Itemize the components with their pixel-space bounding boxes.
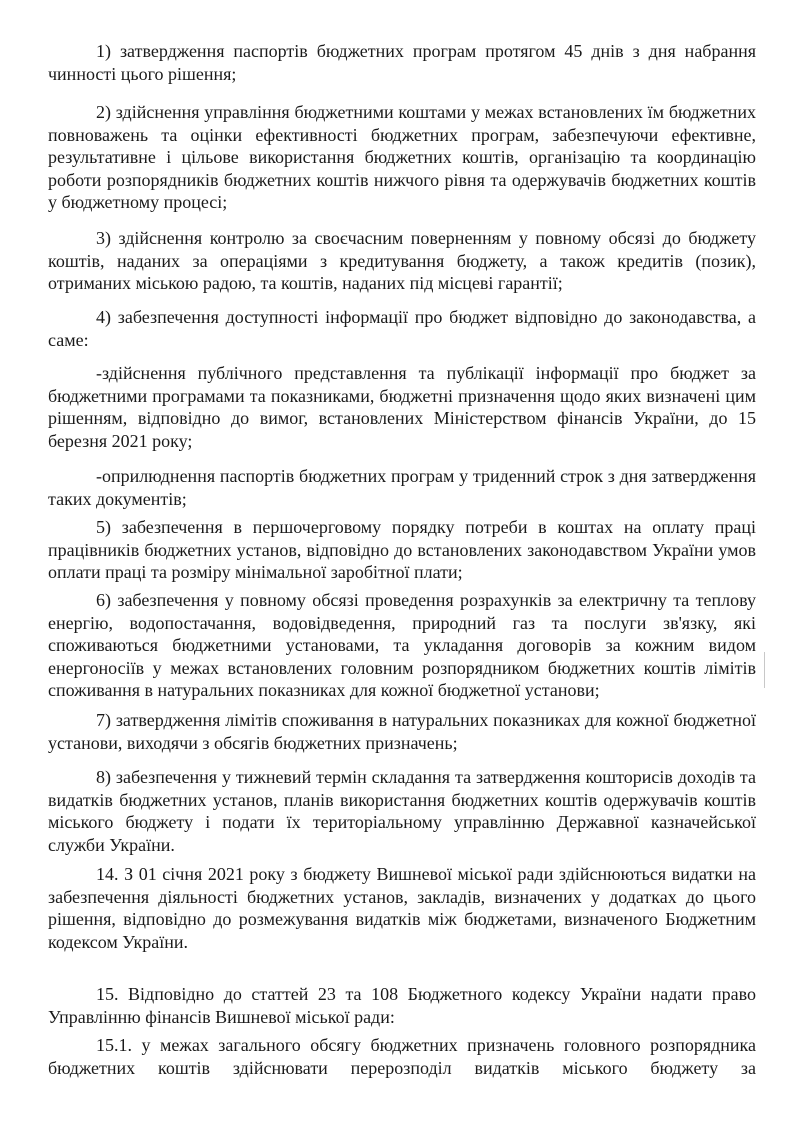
paragraph-section-15: 15. Відповідно до статтей 23 та 108 Бюджетного кодексу України надати право Управлінню фінансів Вишневої міської ради: [48,984,756,1027]
paragraph-item-7: 7) затвердження лімітів споживання в натуральних показниках для кожної бюджетної установи, виходячи з обсягів бюджетних призначень; [48,710,756,753]
scan-artifact-line [764,652,765,688]
paragraph-item-5: 5) забезпечення в першочерговому порядку потреби в коштах на оплату праці працівників бюджетних установ, відповідно до встановлених законодавством України умов оплати праці та розміру мінімальної заробітної плати; [48,517,756,582]
paragraph-item-8: 8) забезпечення у тижневий термін складання та затвердження кошторисів доходів та видатків бюджетних установ, планів використання бюджетних коштів одержувачів коштів міського бюджету і подати їх територіальному управлінню Державної казначейської служби України. [48,767,756,855]
paragraph-item-4: 4) забезпечення доступності інформації про бюджет відповідно до законодавства, а саме: [48,307,756,350]
paragraph-item-6: 6) забезпечення у повному обсязі проведення розрахунків за електричну та теплову енергію, водопостачання, водовідведення, природний газ та послуги зв'язку, які споживаються бюджетними установами, та укладання договорів за кожним видом енергоносіїв у межах встановлених головним розпорядником бюджетних коштів лімітів споживання в натуральних показниках для кожної бюджетної установи; [48,590,756,700]
paragraph-public-presentation: -здійснення публічного представлення та публікації інформації про бюджет за бюджетними програмами та показниками, бюджетні призначення щодо яких визначені цим рішенням, відповідно до вимог, встановлених Міністерством фінансів України, до 15 березня 2021 року; [48,363,756,451]
paragraph-section-14: 14. З 01 січня 2021 року з бюджету Вишневої міської ради здійснюються видатки на забезпечення діяльності бюджетних установ, закладів, визначених у додатках до цього рішення, відповідно до розмежування видатків між бюджетами, визначеного Бюджетним кодексом України. [48,864,756,952]
paragraph-section-15-1: 15.1. у межах загального обсягу бюджетних призначень головного розпорядника бюджетних коштів здійснювати перерозподіл видатків міського бюджету за [48,1035,756,1078]
paragraph-item-3: 3) здійснення контролю за своєчасним поверненням у повному обсязі до бюджету коштів, наданих за операціями з кредитування бюджету, а також кредитів (позик), отриманих міською радою, та коштів, наданих під місцеві гарантії; [48,228,756,293]
paragraph-item-2: 2) здійснення управління бюджетними коштами у межах встановлених їм бюджетних повноважень та оцінки ефективності бюджетних програм, забезпечуючи ефективне, результативне і цільове використання бюджетних коштів, організацію та координацію роботи розпорядників бюджетних коштів нижчого рівня та одержувачів бюджетних коштів у бюджетному процесі; [48,102,756,212]
paragraph-item-1: 1) затвердження паспортів бюджетних програм протягом 45 днів з дня набрання чинності цього рішення; [48,41,756,84]
paragraph-passport-publication: -оприлюднення паспортів бюджетних програм у триденний строк з дня затвердження таких документів; [48,466,756,509]
